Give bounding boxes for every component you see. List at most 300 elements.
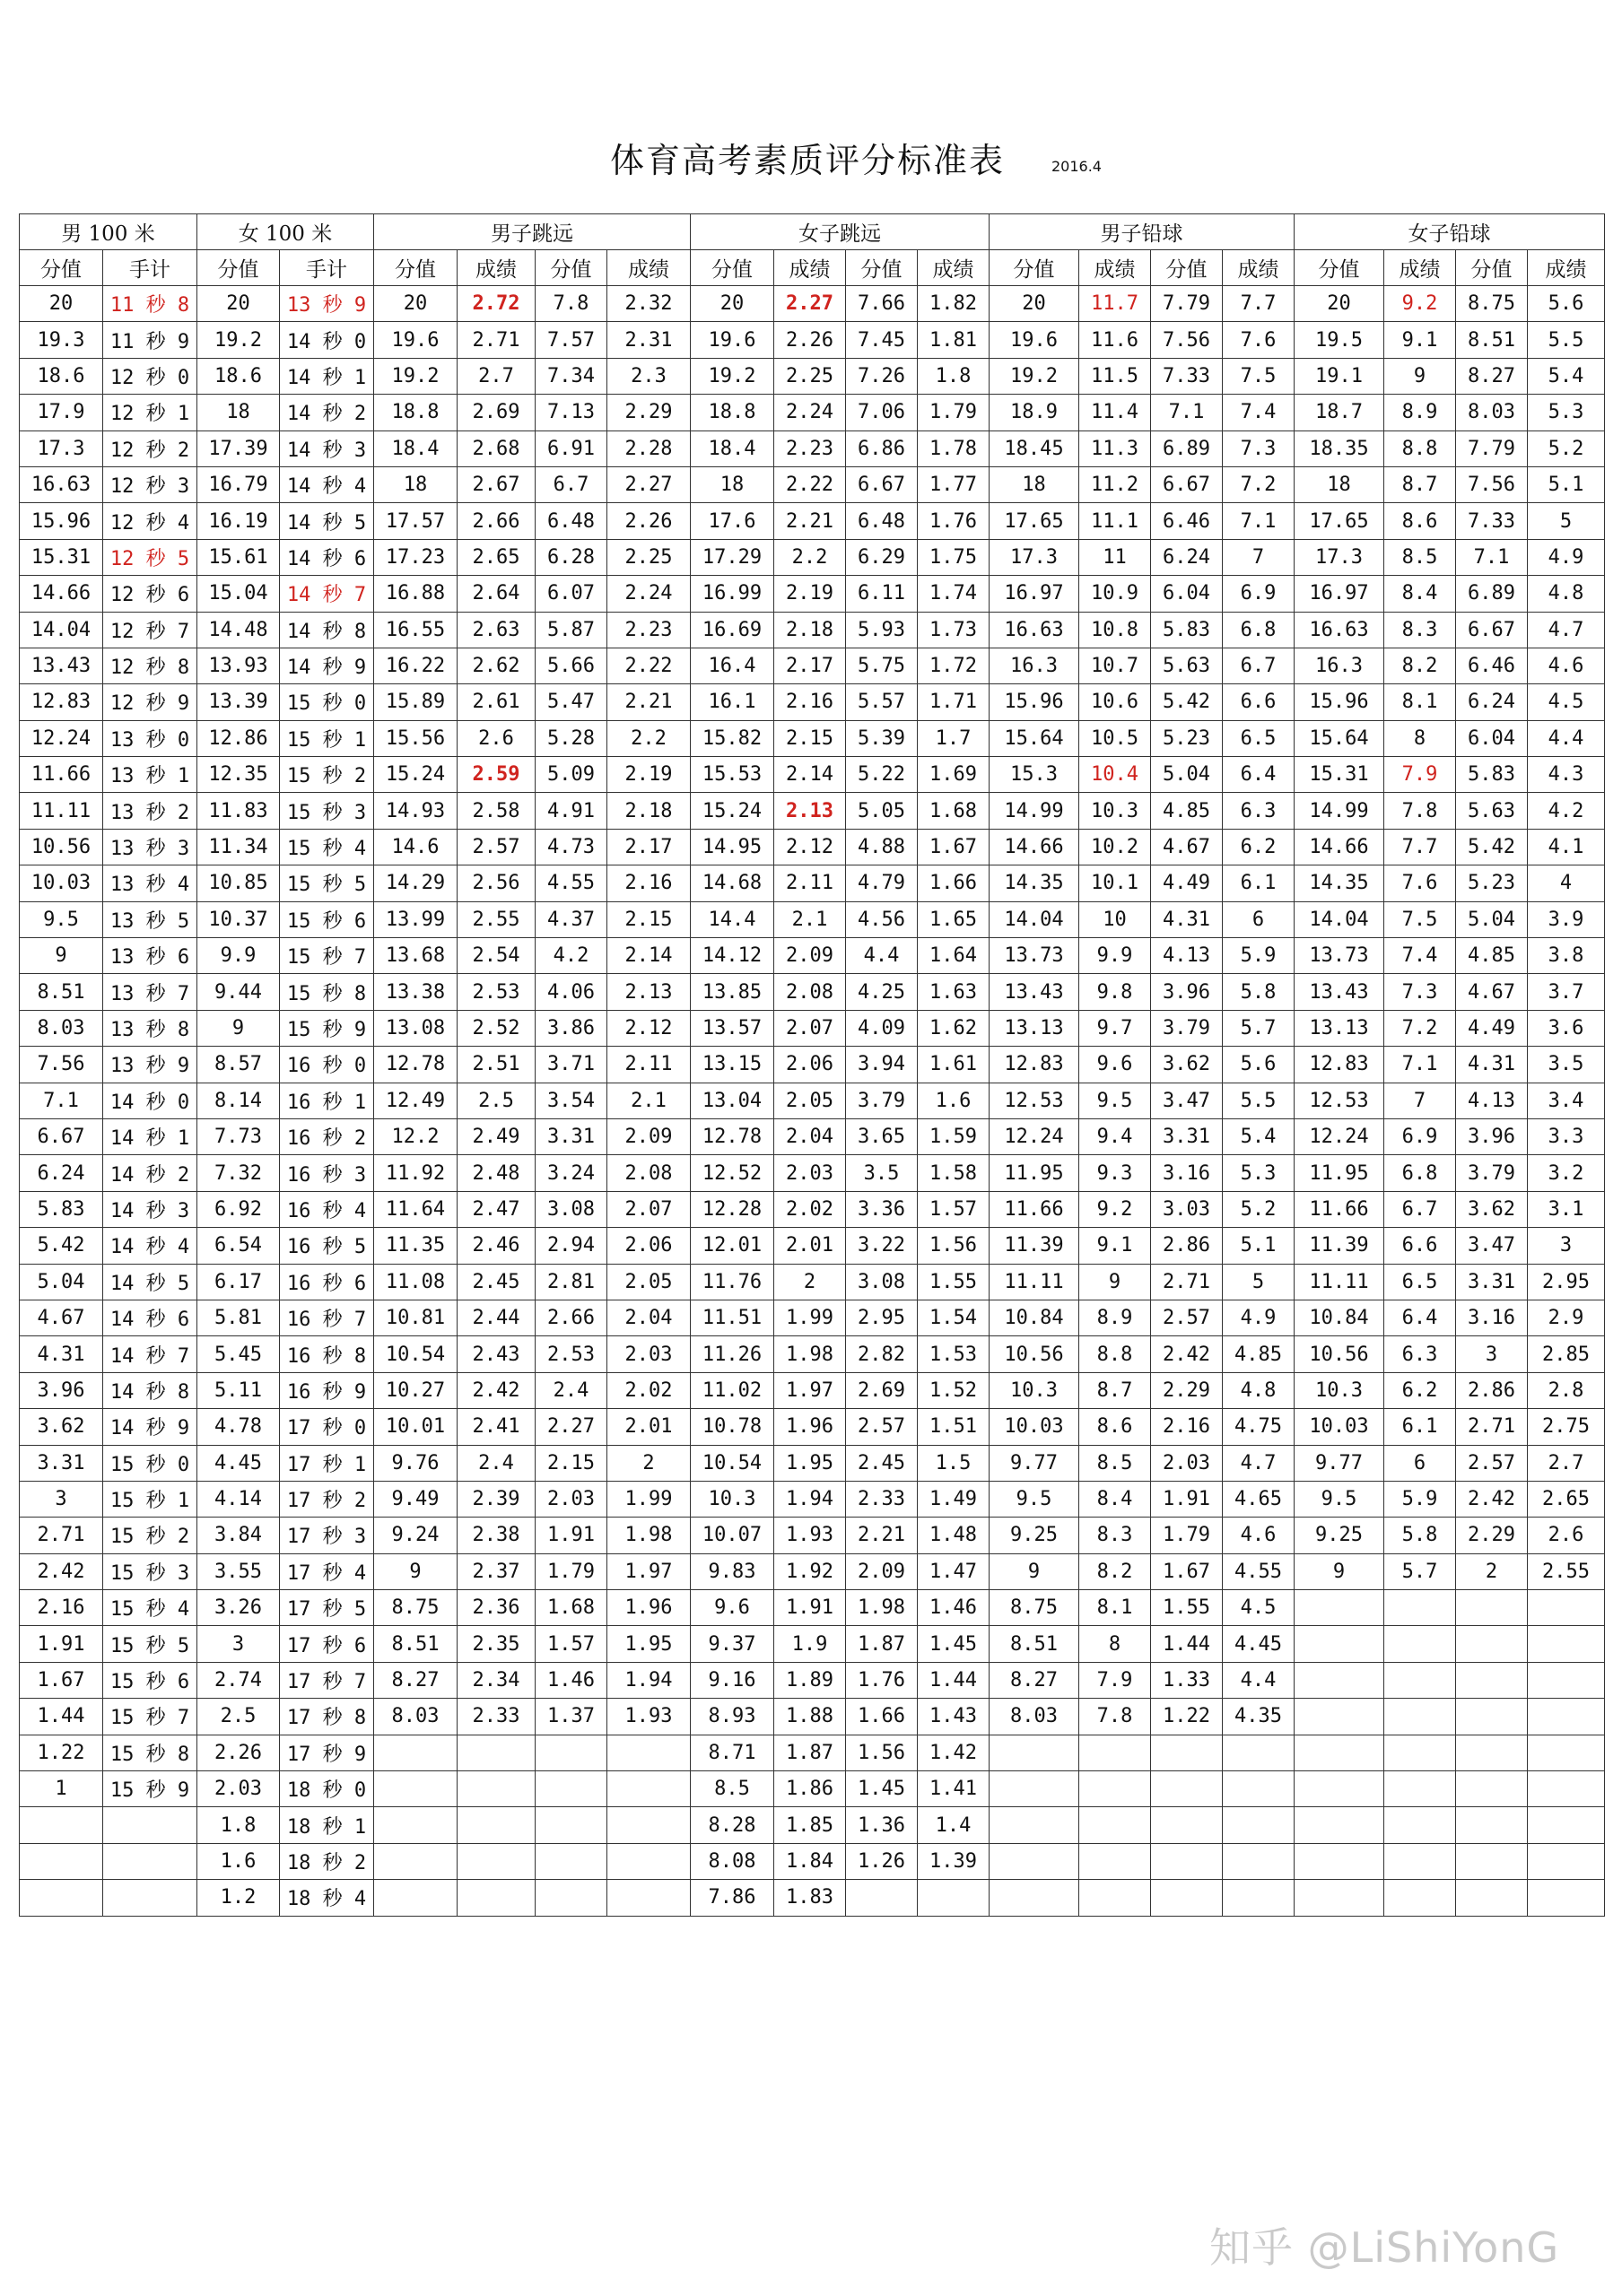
table-row <box>20 1807 1605 1843</box>
table-cell: 4.73 <box>536 829 607 865</box>
table-cell: 12.24 <box>990 1118 1079 1154</box>
table-cell: 1.93 <box>607 1699 691 1735</box>
table-row <box>20 1735 1605 1770</box>
table-cell: 9.5 <box>1079 1083 1151 1118</box>
table-cell: 9.2 <box>1384 286 1456 322</box>
table-cell: 2.74 <box>197 1662 280 1698</box>
table-cell: 4.6 <box>1528 648 1605 683</box>
table-cell: 2.57 <box>846 1409 918 1445</box>
table-cell: 4.8 <box>1528 576 1605 612</box>
table-cell: 1.73 <box>918 612 990 648</box>
table-cell <box>536 1807 607 1843</box>
table-cell: 7.06 <box>846 395 918 430</box>
table-cell: 1.79 <box>536 1553 607 1589</box>
table-cell: 1.56 <box>846 1735 918 1770</box>
table-cell: 2.6 <box>458 720 536 756</box>
table-cell: 7.9 <box>1079 1662 1151 1698</box>
table-cell: 5.42 <box>1151 684 1223 720</box>
table-cell: 11.66 <box>20 757 103 793</box>
table-cell: 7.73 <box>197 1118 280 1154</box>
table-cell: 3.08 <box>846 1264 918 1300</box>
table-cell: 6.8 <box>1384 1155 1456 1191</box>
table-cell: 11.2 <box>1079 466 1151 502</box>
table-cell: 1.74 <box>918 576 990 612</box>
table-cell: 17 秒 0 <box>280 1409 374 1445</box>
table-cell: 4.09 <box>846 1010 918 1046</box>
table-cell: 16.22 <box>374 648 458 683</box>
table-cell: 7.1 <box>1223 503 1295 539</box>
table-cell: 9.49 <box>374 1481 458 1517</box>
table-cell: 2.52 <box>458 1010 536 1046</box>
table-cell: 1.7 <box>918 720 990 756</box>
table-cell: 17 秒 3 <box>280 1518 374 1553</box>
table-cell <box>374 1807 458 1843</box>
table-cell: 14 秒 4 <box>103 1228 197 1264</box>
table-cell: 5.5 <box>1528 322 1605 358</box>
table-cell: 10.56 <box>1295 1336 1384 1372</box>
table-cell: 8.7 <box>1079 1372 1151 1408</box>
table-cell: 1.4 <box>918 1807 990 1843</box>
table-cell: 14.04 <box>1295 901 1384 937</box>
table-cell: 8 <box>1384 720 1456 756</box>
table-cell: 11.92 <box>374 1155 458 1191</box>
group-header-men-shot-put: 男子铅球 <box>990 214 1295 250</box>
table-cell: 12.28 <box>691 1191 774 1227</box>
table-cell: 1.98 <box>774 1336 846 1372</box>
table-cell <box>607 1880 691 1916</box>
table-cell: 3.31 <box>20 1445 103 1481</box>
table-row <box>20 1047 1605 1083</box>
table-cell: 10.3 <box>990 1372 1079 1408</box>
table-cell: 4.37 <box>536 901 607 937</box>
table-cell <box>103 1807 197 1843</box>
table-cell: 13.57 <box>691 1010 774 1046</box>
table-cell <box>374 1880 458 1916</box>
table-cell <box>607 1771 691 1807</box>
table-cell: 4.85 <box>1151 793 1223 829</box>
table-cell: 14 秒 1 <box>103 1118 197 1154</box>
table-cell: 5.87 <box>536 612 607 648</box>
table-row <box>20 793 1605 829</box>
table-cell <box>1384 1771 1456 1807</box>
table-cell <box>1151 1843 1223 1879</box>
table-cell: 2.29 <box>1456 1518 1528 1553</box>
table-cell: 2.44 <box>458 1300 536 1335</box>
table-cell: 19.1 <box>1295 358 1384 394</box>
table-cell: 2.26 <box>197 1735 280 1770</box>
table-cell: 15.61 <box>197 539 280 575</box>
table-cell: 9.77 <box>990 1445 1079 1481</box>
table-cell: 11 <box>1079 539 1151 575</box>
table-cell: 3.31 <box>1456 1264 1528 1300</box>
table-cell <box>1528 1807 1605 1843</box>
table-cell: 4.6 <box>1223 1518 1295 1553</box>
table-cell: 7.9 <box>1384 757 1456 793</box>
table-cell: 8.1 <box>1384 684 1456 720</box>
table-cell: 12.53 <box>990 1083 1079 1118</box>
table-cell: 3.3 <box>1528 1118 1605 1154</box>
table-cell: 4.31 <box>20 1336 103 1372</box>
table-cell: 9.5 <box>1295 1481 1384 1517</box>
table-cell: 13.73 <box>990 938 1079 974</box>
table-cell: 2.1 <box>774 901 846 937</box>
table-cell: 19.5 <box>1295 322 1384 358</box>
table-cell: 14.68 <box>691 865 774 901</box>
table-cell: 15.31 <box>1295 757 1384 793</box>
table-cell: 6.24 <box>1151 539 1223 575</box>
table-cell: 8.71 <box>691 1735 774 1770</box>
table-cell: 1.92 <box>774 1553 846 1589</box>
table-cell: 2.75 <box>1528 1409 1605 1445</box>
table-cell: 5.1 <box>1223 1228 1295 1264</box>
table-cell: 17 秒 7 <box>280 1662 374 1698</box>
table-cell: 4.7 <box>1223 1445 1295 1481</box>
group-header-women-100m: 女 100 米 <box>197 214 374 250</box>
table-cell: 7.56 <box>1151 322 1223 358</box>
table-cell: 2.22 <box>774 466 846 502</box>
table-cell: 17.65 <box>1295 503 1384 539</box>
table-cell: 16.88 <box>374 576 458 612</box>
sub-header: 分值 <box>1151 250 1223 286</box>
table-cell: 8.03 <box>374 1699 458 1735</box>
table-cell: 11.3 <box>1079 430 1151 466</box>
table-cell: 7.6 <box>1384 865 1456 901</box>
table-cell: 2.42 <box>1456 1481 1528 1517</box>
table-cell: 10.3 <box>1079 793 1151 829</box>
table-cell: 2.35 <box>458 1626 536 1662</box>
table-cell: 5.39 <box>846 720 918 756</box>
table-cell: 16.99 <box>691 576 774 612</box>
table-row <box>20 1118 1605 1154</box>
table-cell: 6.46 <box>1456 648 1528 683</box>
table-cell: 15 秒 0 <box>103 1445 197 1481</box>
table-cell: 2.26 <box>774 322 846 358</box>
table-cell: 7.1 <box>1151 395 1223 430</box>
table-cell: 12.83 <box>990 1047 1079 1083</box>
table-cell: 6.86 <box>846 430 918 466</box>
table-cell: 16 秒 3 <box>280 1155 374 1191</box>
table-cell: 6.24 <box>1456 684 1528 720</box>
table-cell: 2.2 <box>607 720 691 756</box>
table-cell: 10.9 <box>1079 576 1151 612</box>
table-cell: 14 秒 7 <box>103 1336 197 1372</box>
table-cell: 6.9 <box>1223 576 1295 612</box>
table-cell <box>990 1807 1079 1843</box>
table-cell: 2.12 <box>607 1010 691 1046</box>
group-header-men-100m: 男 100 米 <box>20 214 197 250</box>
table-cell: 13.38 <box>374 974 458 1010</box>
table-cell <box>1223 1735 1295 1770</box>
table-cell: 5.28 <box>536 720 607 756</box>
table-cell: 18.8 <box>691 395 774 430</box>
table-cell: 4.88 <box>846 829 918 865</box>
table-cell: 7.8 <box>536 286 607 322</box>
table-cell: 3.24 <box>536 1155 607 1191</box>
table-row <box>20 503 1605 539</box>
table-cell: 2.18 <box>607 793 691 829</box>
table-cell: 1.63 <box>918 974 990 1010</box>
table-cell: 12.24 <box>1295 1118 1384 1154</box>
table-cell: 8.9 <box>1079 1300 1151 1335</box>
table-cell: 8.03 <box>1456 395 1528 430</box>
table-cell: 5.75 <box>846 648 918 683</box>
table-cell: 1.91 <box>1151 1481 1223 1517</box>
table-cell: 6.5 <box>1384 1264 1456 1300</box>
table-cell: 6.17 <box>197 1264 280 1300</box>
table-cell: 16 秒 6 <box>280 1264 374 1300</box>
table-cell: 9.9 <box>1079 938 1151 974</box>
table-cell: 14.48 <box>197 612 280 648</box>
table-cell: 4.31 <box>1151 901 1223 937</box>
table-cell <box>536 1771 607 1807</box>
table-row <box>20 901 1605 937</box>
table-cell: 9.44 <box>197 974 280 1010</box>
table-cell: 15.56 <box>374 720 458 756</box>
table-cell: 6.4 <box>1223 757 1295 793</box>
table-cell: 2.03 <box>774 1155 846 1191</box>
table-cell: 10.03 <box>20 865 103 901</box>
table-cell: 14.99 <box>1295 793 1384 829</box>
table-cell: 15.96 <box>1295 684 1384 720</box>
table-cell: 8.28 <box>691 1807 774 1843</box>
table-cell: 12.86 <box>197 720 280 756</box>
table-cell: 11.6 <box>1079 322 1151 358</box>
table-cell: 14.93 <box>374 793 458 829</box>
table-cell: 12.35 <box>197 757 280 793</box>
table-cell: 13 秒 0 <box>103 720 197 756</box>
sub-header: 分值 <box>374 250 458 286</box>
table-cell: 12.53 <box>1295 1083 1384 1118</box>
table-cell: 1.9 <box>774 1626 846 1662</box>
table-cell: 16.4 <box>691 648 774 683</box>
table-cell: 14 秒 9 <box>103 1409 197 1445</box>
table-cell: 8.7 <box>1384 466 1456 502</box>
table-cell: 4.75 <box>1223 1409 1295 1445</box>
table-cell: 1.72 <box>918 648 990 683</box>
table-cell <box>1295 1880 1384 1916</box>
table-cell: 16.1 <box>691 684 774 720</box>
table-cell: 3.62 <box>1151 1047 1223 1083</box>
table-cell: 13 秒 9 <box>280 286 374 322</box>
table-cell: 6.7 <box>1384 1191 1456 1227</box>
table-cell: 5.3 <box>1528 395 1605 430</box>
table-cell: 1.87 <box>774 1735 846 1770</box>
table-cell: 15.96 <box>990 684 1079 720</box>
table-cell: 1.99 <box>774 1300 846 1335</box>
table-cell: 14.95 <box>691 829 774 865</box>
table-cell: 2.65 <box>458 539 536 575</box>
table-cell <box>990 1771 1079 1807</box>
table-cell: 10.3 <box>1295 1372 1384 1408</box>
table-cell: 5.1 <box>1528 466 1605 502</box>
table-cell: 17.3 <box>1295 539 1384 575</box>
table-cell: 11 秒 8 <box>103 286 197 322</box>
table-cell: 1.45 <box>846 1771 918 1807</box>
table-cell: 15 秒 9 <box>280 1010 374 1046</box>
table-cell: 15 秒 2 <box>280 757 374 793</box>
table-cell: 8.51 <box>1456 322 1528 358</box>
sub-header-row <box>20 250 1605 286</box>
table-cell: 14 秒 0 <box>103 1083 197 1118</box>
table-cell: 5.8 <box>1384 1518 1456 1553</box>
group-header-women-long-jump: 女子跳远 <box>691 214 990 250</box>
table-cell <box>1528 1590 1605 1626</box>
table-cell: 18.4 <box>691 430 774 466</box>
table-cell: 17.23 <box>374 539 458 575</box>
table-cell: 9.25 <box>1295 1518 1384 1553</box>
table-cell: 15 秒 8 <box>103 1735 197 1770</box>
table-cell: 1.97 <box>774 1372 846 1408</box>
table-cell: 11.4 <box>1079 395 1151 430</box>
table-cell: 11.66 <box>990 1191 1079 1227</box>
table-cell: 9.6 <box>691 1590 774 1626</box>
table-cell: 8.6 <box>1384 503 1456 539</box>
table-cell: 3.08 <box>536 1191 607 1227</box>
table-cell <box>1456 1843 1528 1879</box>
table-cell: 2.06 <box>607 1228 691 1264</box>
table-cell: 15 秒 6 <box>280 901 374 937</box>
table-cell: 4.5 <box>1528 684 1605 720</box>
table-cell: 1.52 <box>918 1372 990 1408</box>
table-cell: 5.45 <box>197 1336 280 1372</box>
table-cell: 16 秒 9 <box>280 1372 374 1408</box>
table-cell: 1.46 <box>918 1590 990 1626</box>
table-cell: 5.5 <box>1223 1083 1295 1118</box>
table-cell: 8.51 <box>20 974 103 1010</box>
table-cell: 7.5 <box>1223 358 1295 394</box>
table-cell: 9.3 <box>1079 1155 1151 1191</box>
table-cell: 13.43 <box>20 648 103 683</box>
table-cell: 2.54 <box>458 938 536 974</box>
table-cell: 6.1 <box>1384 1409 1456 1445</box>
table-cell <box>20 1843 103 1879</box>
table-cell: 1.62 <box>918 1010 990 1046</box>
table-cell: 3.4 <box>1528 1083 1605 1118</box>
table-cell <box>1384 1807 1456 1843</box>
table-cell: 13.04 <box>691 1083 774 1118</box>
table-cell: 11.02 <box>691 1372 774 1408</box>
table-cell: 19.2 <box>197 322 280 358</box>
table-cell: 9 <box>1295 1553 1384 1589</box>
table-row <box>20 1518 1605 1553</box>
table-cell: 2.02 <box>607 1372 691 1408</box>
table-cell: 2.15 <box>774 720 846 756</box>
table-cell: 2.07 <box>607 1191 691 1227</box>
table-cell: 6.48 <box>536 503 607 539</box>
table-cell: 7.56 <box>20 1047 103 1083</box>
table-cell <box>1151 1771 1223 1807</box>
table-cell: 9 <box>374 1553 458 1589</box>
table-cell <box>1528 1735 1605 1770</box>
table-cell: 6.91 <box>536 430 607 466</box>
table-cell: 2.03 <box>197 1771 280 1807</box>
table-cell: 2.08 <box>607 1155 691 1191</box>
table-cell: 16 秒 2 <box>280 1118 374 1154</box>
table-cell: 4.13 <box>1151 938 1223 974</box>
table-cell: 3.94 <box>846 1047 918 1083</box>
table-cell: 4.35 <box>1223 1699 1295 1735</box>
table-cell: 1.68 <box>536 1590 607 1626</box>
table-cell: 4.9 <box>1223 1300 1295 1335</box>
table-row <box>20 1626 1605 1662</box>
table-cell: 2.09 <box>774 938 846 974</box>
table-cell: 5.4 <box>1528 358 1605 394</box>
table-cell: 1.51 <box>918 1409 990 1445</box>
table-cell: 7.2 <box>1384 1010 1456 1046</box>
table-cell: 15 秒 3 <box>280 793 374 829</box>
table-cell: 10.54 <box>374 1336 458 1372</box>
table-cell: 16.63 <box>1295 612 1384 648</box>
table-row <box>20 974 1605 1010</box>
table-cell: 9 <box>197 1010 280 1046</box>
table-cell: 2.04 <box>607 1300 691 1335</box>
table-cell: 17 秒 4 <box>280 1553 374 1589</box>
table-cell: 7.34 <box>536 358 607 394</box>
table-cell: 12.78 <box>691 1118 774 1154</box>
table-cell: 18 <box>691 466 774 502</box>
table-cell: 9.37 <box>691 1626 774 1662</box>
table-cell <box>1295 1626 1384 1662</box>
table-cell <box>1456 1771 1528 1807</box>
table-cell: 7.57 <box>536 322 607 358</box>
table-cell: 1.41 <box>918 1771 990 1807</box>
table-cell: 15 秒 5 <box>280 865 374 901</box>
table-cell: 4.85 <box>1223 1336 1295 1372</box>
table-cell: 1.6 <box>918 1083 990 1118</box>
table-cell: 11.35 <box>374 1228 458 1264</box>
table-cell: 2.23 <box>607 612 691 648</box>
table-cell: 15.24 <box>374 757 458 793</box>
table-cell: 17 秒 6 <box>280 1626 374 1662</box>
table-row <box>20 1264 1605 1300</box>
table-cell: 16 秒 4 <box>280 1191 374 1227</box>
table-cell: 14 秒 3 <box>103 1191 197 1227</box>
table-cell: 4.55 <box>536 865 607 901</box>
table-cell: 8.51 <box>990 1626 1079 1662</box>
table-cell: 14.66 <box>1295 829 1384 865</box>
table-cell: 12 秒 6 <box>103 576 197 612</box>
table-cell: 2.08 <box>774 974 846 1010</box>
table-cell: 1.82 <box>918 286 990 322</box>
table-cell: 8.57 <box>197 1047 280 1083</box>
table-cell: 15 秒 8 <box>280 974 374 1010</box>
table-row <box>20 576 1605 612</box>
table-row <box>20 395 1605 430</box>
table-row <box>20 1010 1605 1046</box>
table-row <box>20 1553 1605 1589</box>
table-cell: 1.79 <box>918 395 990 430</box>
table-cell: 18.4 <box>374 430 458 466</box>
table-cell: 10.85 <box>197 865 280 901</box>
table-cell: 9.5 <box>990 1481 1079 1517</box>
table-cell: 2.95 <box>1528 1264 1605 1300</box>
table-cell: 2.69 <box>458 395 536 430</box>
table-cell: 16.55 <box>374 612 458 648</box>
table-cell: 17.65 <box>990 503 1079 539</box>
table-cell: 12.24 <box>20 720 103 756</box>
table-cell: 8.08 <box>691 1843 774 1879</box>
table-cell: 7.3 <box>1384 974 1456 1010</box>
table-cell: 3.16 <box>1151 1155 1223 1191</box>
table-row <box>20 829 1605 865</box>
table-cell: 1.5 <box>918 1445 990 1481</box>
table-cell: 9.8 <box>1079 974 1151 1010</box>
table-cell: 13.15 <box>691 1047 774 1083</box>
table-cell: 11.39 <box>990 1228 1079 1264</box>
table-cell: 2.42 <box>20 1553 103 1589</box>
table-cell <box>607 1807 691 1843</box>
table-cell: 2.18 <box>774 612 846 648</box>
